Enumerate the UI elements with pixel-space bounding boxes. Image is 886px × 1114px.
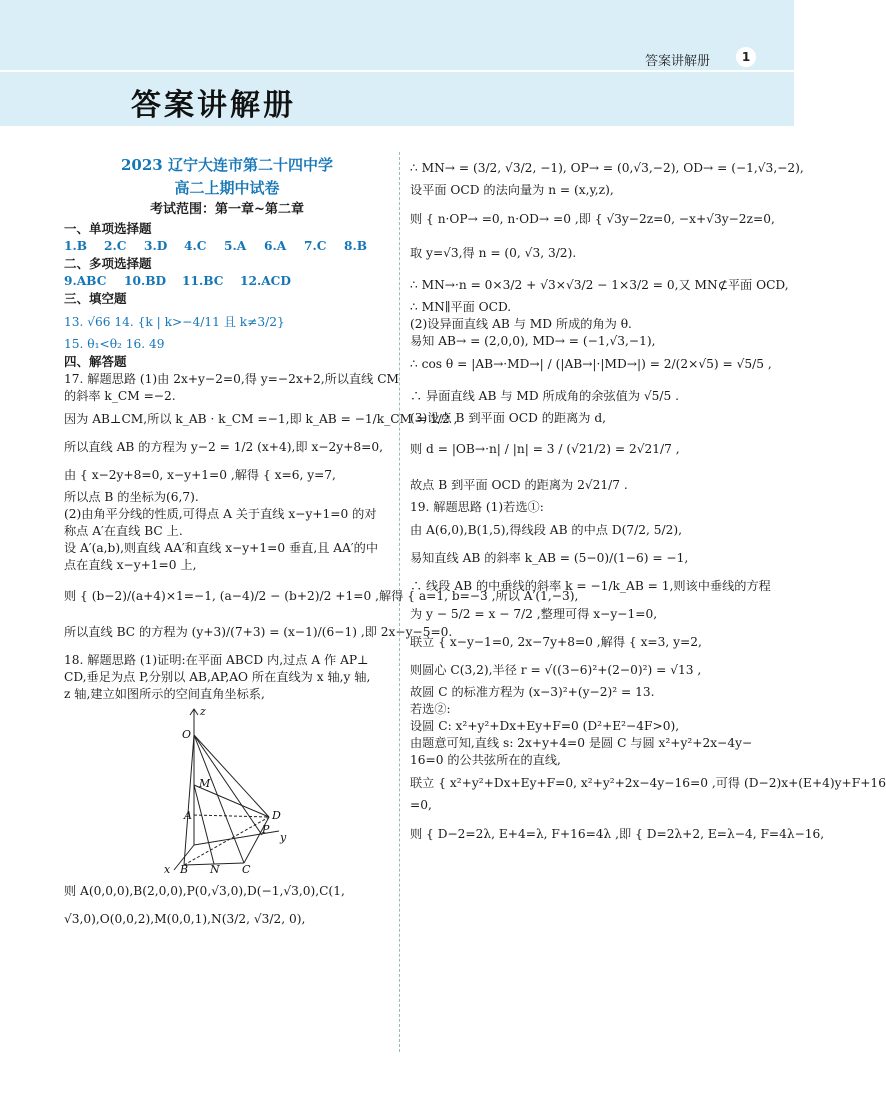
solution-line: 则 { (b−2)/(a+4)×1=−1, (a−4)/2 − (b+2)/2 +1=0 ,解得 { a=1, b=−3 ,所以 A′(1,−3), xyxy=(64,589,579,603)
solution-line: 则 { n·OP→ =0, n·OD→ =0 ,即 { √3y−2z=0, −x+√3y−2z=0, xyxy=(410,212,775,226)
solution-line: (2)设异面直线 AB 与 MD 所成的角为 θ. xyxy=(410,317,632,331)
answer-item: 7.C xyxy=(304,239,327,253)
solution-line: 17. 解题思路 (1)由 2x+y−2=0,得 y=−2x+2,所以直线 CM xyxy=(64,372,400,386)
solution-line: ∴ 线段 AB 的中垂线的斜率 k = −1/k_AB = 1,则该中垂线的方程 xyxy=(410,579,771,593)
solution-line: (2)由角平分线的性质,可得点 A 关于直线 x−y+1=0 的对 xyxy=(64,507,377,521)
answer-item: 4.C xyxy=(184,239,207,253)
answer-item: 11.BC xyxy=(182,274,224,288)
segment-MN xyxy=(194,785,214,864)
edge-OB xyxy=(184,735,194,865)
solution-line: 联立 { x²+y²+Dx+Ey+F=0, x²+y²+2x−4y−16=0 ,可得 (D−2)x+(E+4)y+F+16 xyxy=(410,776,886,790)
single-choice-answers xyxy=(64,238,390,255)
solution-line: 19. 解题思路 (1)若选①: xyxy=(410,500,544,514)
solution-line: 由题意可知,直线 s: 2x+y+4=0 是圆 C 与圆 x²+y²+2x−4y− xyxy=(410,736,753,750)
running-header: 答案讲解册 xyxy=(645,54,711,69)
solution-line: 则 d = |OB→·n| / |n| = 3 / (√21/2) = 2√21/7 , xyxy=(410,442,680,456)
solution-line: 若选②: xyxy=(410,702,451,716)
solution-line: 所以直线 AB 的方程为 y−2 = 1/2 (x+4),即 x−2y+8=0, xyxy=(64,440,383,454)
fill-answers-row-2: 15. θ₁<θ₂ 16. 49 xyxy=(64,337,165,351)
edge-OD xyxy=(194,735,269,817)
solution-line: 16=0 的公共弦所在的直线, xyxy=(410,753,561,767)
answer-item: 5.A xyxy=(224,239,247,253)
solution-line: 由 A(6,0),B(1,5),得线段 AB 的中点 D(7/2, 5/2), xyxy=(410,523,682,537)
solution-line: z 轴,建立如图所示的空间直角坐标系, xyxy=(64,687,265,701)
edge-AD-hidden xyxy=(194,815,269,817)
exam-subtitle: 高二上期中试卷 xyxy=(174,179,280,197)
solution-line: 所以点 B 的坐标为(6,7). xyxy=(64,490,199,504)
solution-line: ∴ MN∥平面 OCD. xyxy=(410,300,512,314)
solution-line: 易知直线 AB 的斜率 k_AB = (5−0)/(1−6) = −1, xyxy=(410,551,689,565)
section-heading: 二、多项选择题 xyxy=(64,256,152,271)
figure-label: y xyxy=(280,831,287,844)
figure-label: z xyxy=(200,705,206,718)
solution-line: 称点 A′在直线 BC 上. xyxy=(64,524,183,538)
header-divider xyxy=(0,70,794,72)
solution-line: ∴ MN→·n = 0×3/2 + √3×√3/2 − 1×3/2 = 0,又 MN⊄平面 OCD, xyxy=(410,278,789,292)
figure-label: x xyxy=(164,863,171,876)
solution-line: 故圆 C 的标准方程为 (x−3)²+(y−2)² = 13. xyxy=(410,685,655,699)
solution-line: √3,0),O(0,0,2),M(0,0,1),N(3/2, √3/2, 0), xyxy=(64,912,306,926)
figure-label: B xyxy=(180,863,189,876)
solution-line: 则 A(0,0,0),B(2,0,0),P(0,√3,0),D(−1,√3,0),C(1, xyxy=(64,884,345,898)
solution-line: =0, xyxy=(410,798,432,812)
answer-item: 10.BD xyxy=(124,274,167,288)
answer-item: 1.B xyxy=(64,239,88,253)
solution-line: CD,垂足为点 P,分别以 AB,AP,AO 所在直线为 x 轴,y 轴, xyxy=(64,670,371,684)
solution-line: (3)设点 B 到平面 OCD 的距离为 d, xyxy=(410,411,607,425)
section-heading: 四、解答题 xyxy=(64,354,127,369)
solution-line: 点在直线 x−y+1=0 上, xyxy=(64,558,197,572)
solution-line: 设圆 C: x²+y²+Dx+Ey+F=0 (D²+E²−4F>0), xyxy=(410,719,680,733)
multi-choice-answers xyxy=(64,273,390,290)
figure-label: A xyxy=(184,809,192,822)
figure-label: C xyxy=(242,863,251,876)
solution-line: ∴ 异面直线 AB 与 MD 所成角的余弦值为 √5/5 . xyxy=(410,389,680,403)
answer-item: 9.ABC xyxy=(64,274,107,288)
solution-line: 则 { D−2=2λ, E+4=λ, F+16=4λ ,即 { D=2λ+2, E=λ−4, F=4λ−16, xyxy=(410,827,825,841)
solution-line: 的斜率 k_CM =−2. xyxy=(64,389,176,403)
banner-title: 答案讲解册 xyxy=(131,88,296,123)
right-column xyxy=(410,154,886,854)
answer-item: 6.A xyxy=(264,239,287,253)
solution-line: 则圆心 C(3,2),半径 r = √((3−6)²+(2−0)²) = √13 , xyxy=(410,663,702,677)
figure-label: D xyxy=(272,809,281,822)
page-number-badge: 1 xyxy=(736,47,756,67)
answer-item: 2.C xyxy=(104,239,127,253)
exam-title: 2023 辽宁大连市第二十四中学 xyxy=(121,156,333,174)
solution-line: 联立 { x−y−1=0, 2x−7y+8=0 ,解得 { x=3, y=2, xyxy=(410,635,702,649)
exam-scope: 考试范围：第一章~第二章 xyxy=(150,202,304,217)
solution-line: 易知 AB→ = (2,0,0), MD→ = (−1,√3,−1), xyxy=(410,334,656,348)
answer-item: 12.ACD xyxy=(240,274,291,288)
fill-answers-row-1: 13. √66 14. {k | k>−4/11 且 k≠3/2} xyxy=(64,315,285,329)
solution-line: ∴ MN→ = (3/2, √3/2, −1), OP→ = (0,√3,−2), OD→ = (−1,√3,−2), xyxy=(410,161,804,175)
solution-line: 取 y=√3,得 n = (0, √3, 3/2). xyxy=(410,246,577,260)
solution-line: 因为 AB⊥CM,所以 k_AB · k_CM =−1,即 k_AB = −1/k_CM = 1/2 , xyxy=(64,412,458,426)
figure-label: P xyxy=(262,823,270,836)
solution-line: 由 { x−2y+8=0, x−y+1=0 ,解得 { x=6, y=7, xyxy=(64,468,336,482)
figure-label: M xyxy=(199,777,211,790)
solution-line: 设 A′(a,b),则直线 AA′和直线 x−y+1=0 垂直,且 AA′的中 xyxy=(64,541,379,555)
solution-line: 18. 解题思路 (1)证明:在平面 ABCD 内,过点 A 作 AP⊥ xyxy=(64,653,369,667)
solution-line: 为 y − 5/2 = x − 7/2 ,整理可得 x−y−1=0, xyxy=(410,607,658,621)
answer-item: 3.D xyxy=(144,239,168,253)
3d-coordinate-figure xyxy=(144,705,294,875)
solution-line: 所以直线 BC 的方程为 (y+3)/(7+3) = (x−1)/(6−1) ,即 2x−y−5=0. xyxy=(64,625,453,639)
section-heading: 一、单项选择题 xyxy=(64,221,152,236)
figure-label: N xyxy=(210,863,220,876)
solution-line: ∴ cos θ = |AB→·MD→| / (|AB→|·|MD→|) = 2/(2×√5) = √5/5 , xyxy=(410,357,772,371)
solution-line: 设平面 OCD 的法向量为 n = (x,y,z), xyxy=(410,183,614,197)
answer-item: 8.B xyxy=(344,239,368,253)
figure-label: O xyxy=(182,728,192,741)
solution-line: 故点 B 到平面 OCD 的距离为 2√21/7 . xyxy=(410,478,628,492)
section-heading: 三、填空题 xyxy=(64,291,127,306)
